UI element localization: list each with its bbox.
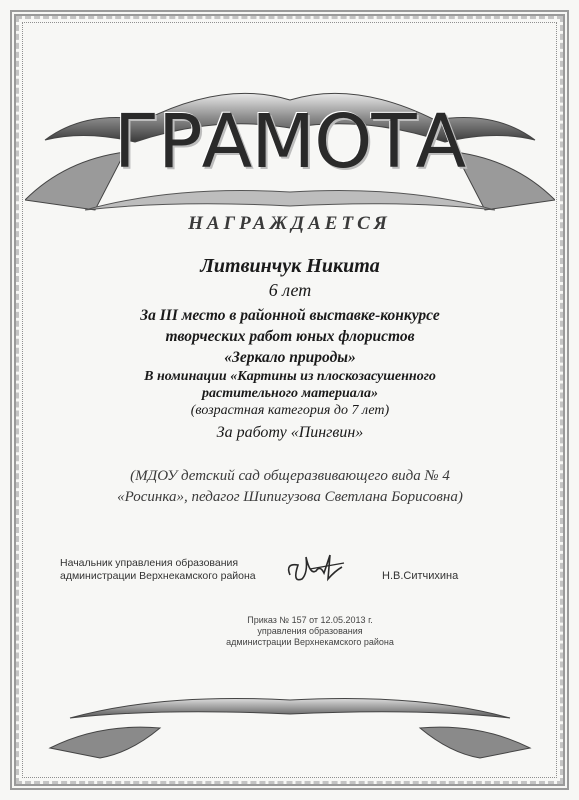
nomination-line-1: В номинации «Картины из плоскозасушенного <box>144 369 436 384</box>
age-category: (возрастная категория до 7 лет) <box>190 403 390 418</box>
order-reference <box>140 615 480 648</box>
position-line-1: Начальник управления образования <box>60 557 239 569</box>
org-line-1: (МДОУ детский сад общеразвивающего вида № 4 <box>130 468 450 484</box>
organization <box>40 466 540 508</box>
certificate-title: ГРАМОТА <box>113 99 466 185</box>
award-line-1: За III место в районной выставке-конкурсе <box>140 307 440 324</box>
order-line-3: администрации Верхнекамского района <box>226 637 394 647</box>
recipient-name: Литвинчук Никита <box>200 255 380 277</box>
signer-position <box>60 557 300 583</box>
order-line-2: управления образования <box>257 626 363 636</box>
awarded-heading: НАГРАЖДАЕТСЯ <box>188 213 391 234</box>
award-line-2: творческих работ юных флористов <box>165 328 415 345</box>
org-line-2: «Росинка», педагог Шипигузова Светлана Борисовна) <box>117 489 463 505</box>
award-line-3: «Зеркало природы» <box>224 349 356 366</box>
nomination-line-2: растительного материала» <box>202 386 378 401</box>
award-body <box>40 255 540 445</box>
work-title: За работу «Пингвин» <box>216 424 364 441</box>
bottom-ribbon-ornament <box>40 678 540 778</box>
recipient-age: 6 лет <box>268 280 312 300</box>
handwritten-signature <box>280 545 350 590</box>
order-line-1: Приказ № 157 от 12.05.2013 г. <box>247 615 373 625</box>
position-line-2: администрации Верхнекамского района <box>60 570 256 582</box>
signer-name: Н.В.Ситчихина <box>382 570 459 582</box>
